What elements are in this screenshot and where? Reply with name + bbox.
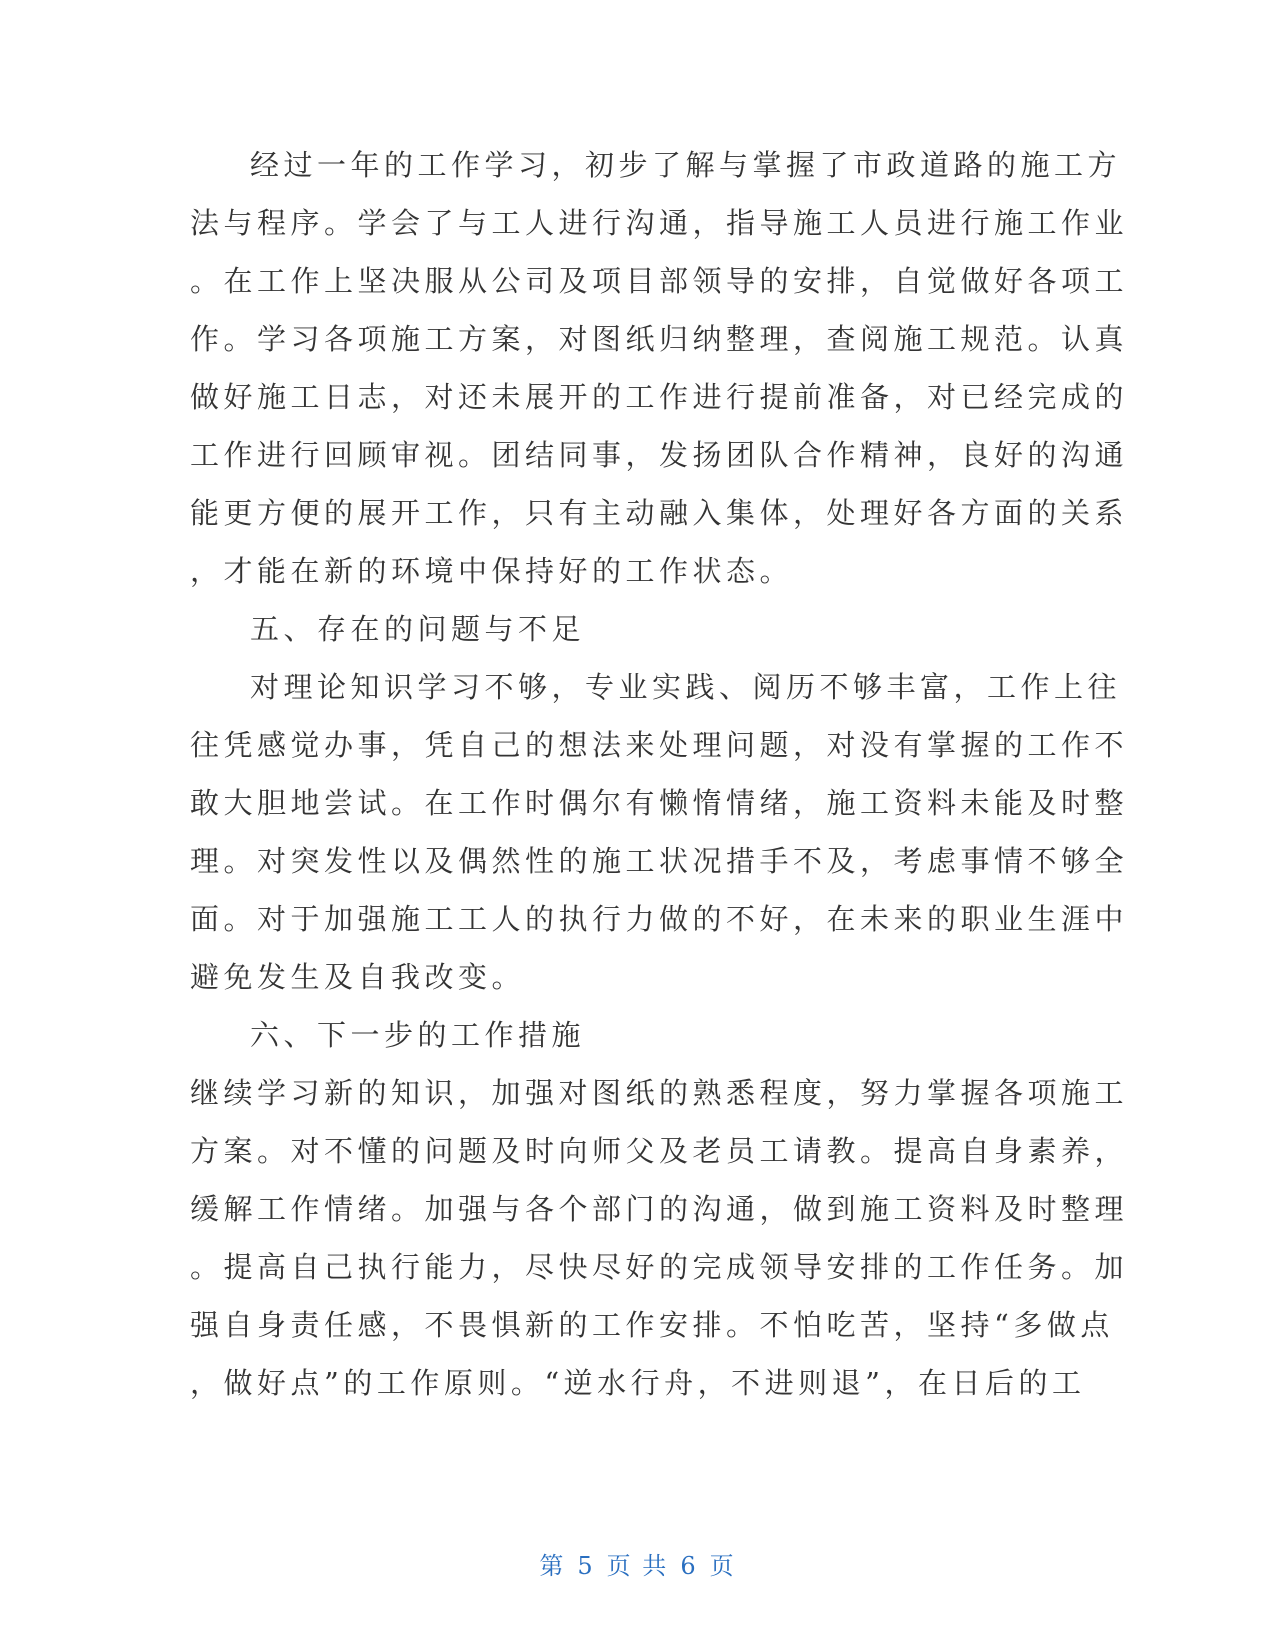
footer-page-number: 5	[577, 1552, 595, 1580]
paragraph-1-line-6: 工作进行回顾审视。团结同事，发扬团队合作精神，良好的沟通	[190, 438, 1129, 472]
section-heading-6: 六、下一步的工作措施	[250, 1018, 586, 1052]
paragraph-1-line-7: 能更方便的展开工作，只有主动融入集体，处理好各方面的关系	[190, 496, 1129, 530]
paragraph-1-line-5: 做好施工日志，对还未展开的工作进行提前准备，对已经完成的	[190, 380, 1129, 414]
paragraph-2-line-4: 理。对突发性以及偶然性的施工状况措手不及，考虑事情不够全	[190, 844, 1129, 878]
paragraph-3-line-1: 继续学习新的知识，加强对图纸的熟悉程度，努力掌握各项施工	[190, 1076, 1129, 1110]
footer-total-pages: 6	[680, 1552, 698, 1580]
paragraph-2-line-6: 避免发生及自我改变。	[190, 960, 526, 994]
page-footer	[0, 1546, 1275, 1586]
paragraph-3-line-5: 强自身责任感，不畏惧新的工作安排。不怕吃苦，坚持“多做点	[190, 1308, 1114, 1342]
footer-prefix: 第	[539, 1552, 566, 1580]
section-heading-5: 五、存在的问题与不足	[250, 612, 586, 646]
footer-suffix: 页	[709, 1552, 736, 1580]
paragraph-1-line-4: 作。学习各项施工方案，对图纸归纳整理，查阅施工规范。认真	[190, 322, 1129, 356]
paragraph-2-line-1: 对理论知识学习不够，专业实践、阅历不够丰富，工作上往	[250, 670, 1122, 704]
paragraph-1-line-1: 经过一年的工作学习，初步了解与掌握了市政道路的施工方	[250, 148, 1122, 182]
paragraph-3-line-2: 方案。对不懂的问题及时向师父及老员工请教。提高自身素养，	[190, 1134, 1129, 1168]
paragraph-3-line-3: 缓解工作情绪。加强与各个部门的沟通，做到施工资料及时整理	[190, 1192, 1129, 1226]
paragraph-3-line-6: ，做好点”的工作原则。“逆水行舟，不进则退”，在日后的工	[190, 1366, 1086, 1400]
paragraph-2-line-5: 面。对于加强施工工人的执行力做的不好，在未来的职业生涯中	[190, 902, 1129, 936]
paragraph-1-line-2: 法与程序。学会了与工人进行沟通，指导施工人员进行施工作业	[190, 206, 1129, 240]
paragraph-3-line-4: 。提高自己执行能力，尽快尽好的完成领导安排的工作任务。加	[190, 1250, 1129, 1284]
footer-middle: 页 共	[606, 1552, 669, 1580]
paragraph-2-line-2: 往凭感觉办事，凭自己的想法来处理问题，对没有掌握的工作不	[190, 728, 1129, 762]
paragraph-1-line-8: ，才能在新的环境中保持好的工作状态。	[190, 554, 794, 588]
paragraph-2-line-3: 敢大胆地尝试。在工作时偶尔有懒惰情绪，施工资料未能及时整	[190, 786, 1129, 820]
paragraph-1-line-3: 。在工作上坚决服从公司及项目部领导的安排，自觉做好各项工	[190, 264, 1129, 298]
